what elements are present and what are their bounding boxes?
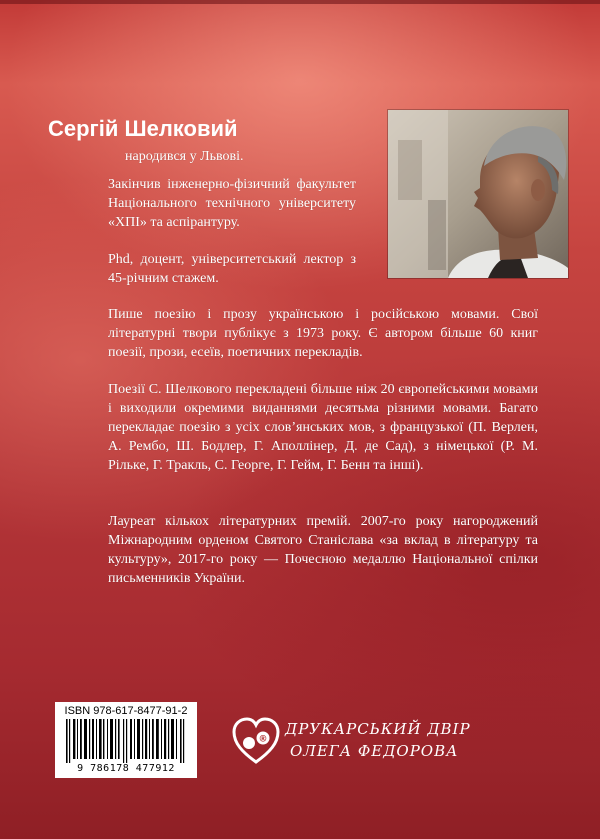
author-photo [388, 110, 568, 278]
author-birthplace: народився у Львові. [125, 149, 244, 164]
isbn-digits: 9 786178 477912 [77, 763, 175, 774]
isbn-label: ISBN 978-617-8477-91-2 [64, 705, 188, 717]
registered-mark: ® [258, 734, 268, 745]
barcode [63, 719, 189, 763]
bio-awards: Лауреат кількох літературних премій. 2007-го року нагороджений Міжнародним орденом Святого Станіслава «за вклад в літературу та культуру», 2017-го року — Почесною медаллю Національної спілки письменників України. [108, 514, 538, 586]
publisher-name-line1: ДРУКАРСЬКИЙ ДВІР [285, 720, 471, 738]
heart-logo-icon [232, 716, 280, 766]
bio-education: Закінчив інженерно-фізичний факультет Національного технічного університету «ХПІ» та аспірантуру. [108, 177, 356, 230]
isbn-barcode-box [55, 702, 197, 778]
author-name: Сергій Шелковий [48, 116, 238, 141]
cover-edge [0, 0, 600, 4]
publisher-name-line2: ОЛЕГА ФЕДОРОВА [290, 742, 459, 760]
bio-translations: Поезії С. Шелкового перекладені більше ніж 20 європейськими мовами і виходили окремими виданнями десятьма різними мовами. Багато перекладає поезію з усіх слов’янських мов, з французької (П. Верлен, А. Рембо, Ш. Бодлер, Г. Аполлінер, Д. де Сад), з німецької (Р. М. Рільке, Г. Тракль, С. Георге, Г. Гейм, Г. Бенн та інші). [108, 382, 538, 473]
bio-writing: Пише поезію і прозу українською і російською мовами. Свої літературні твори публікує з 1973 року. Є автором більше 60 книг поезії, прози, есеїв, поетичних перекладів. [108, 307, 538, 360]
bio-position: Phd, доцент, університетський лектор з 45-річним стажем. [108, 252, 356, 286]
